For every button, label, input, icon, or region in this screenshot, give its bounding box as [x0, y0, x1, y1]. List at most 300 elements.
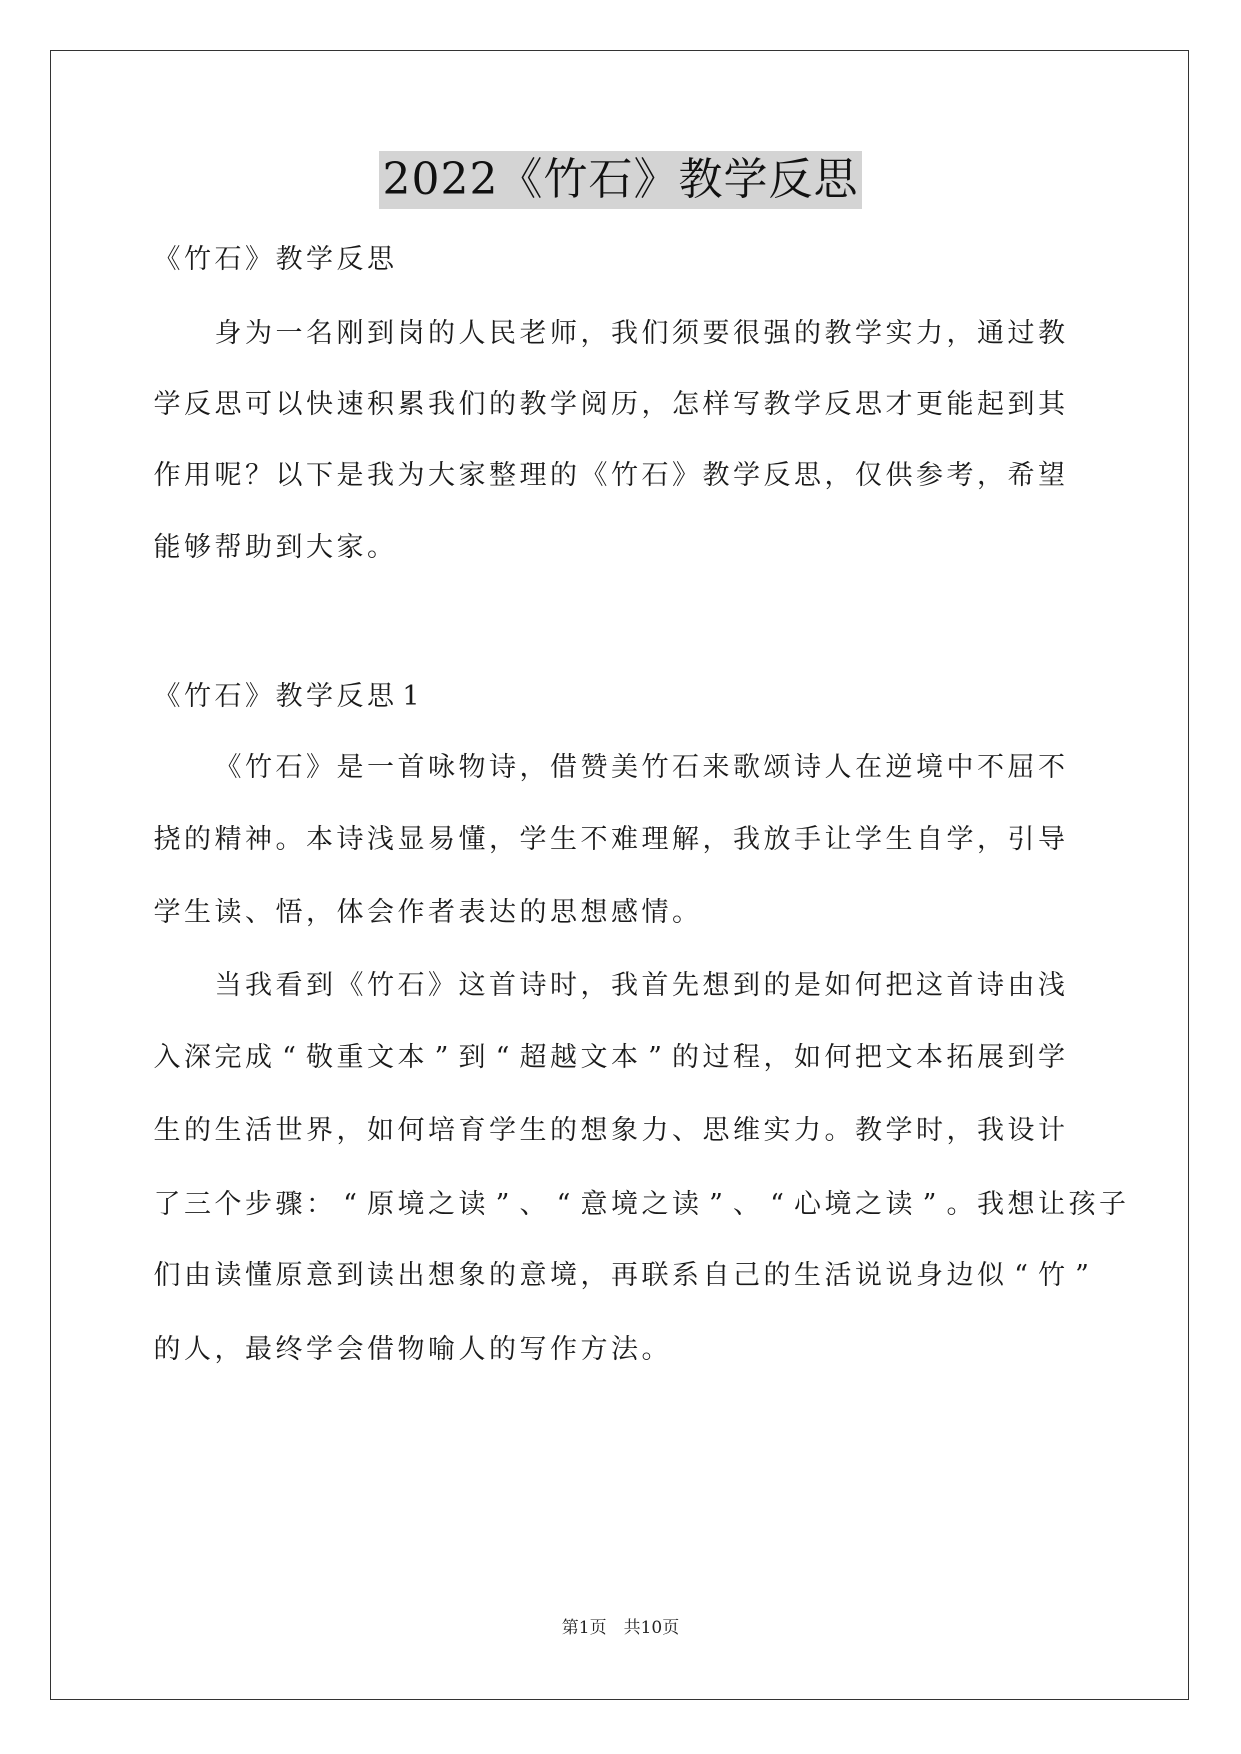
text-char: 在 [855, 752, 882, 783]
text-char: 越 [550, 1042, 577, 1073]
text-char: 理 [641, 824, 669, 855]
text-char: 解 [672, 824, 699, 855]
text-char: 文 [367, 1042, 394, 1073]
text-char: 竹 [611, 460, 638, 491]
text-char: 竹 [245, 752, 272, 783]
text-char: ， [336, 1115, 364, 1146]
text-char: 身 [916, 1260, 943, 1291]
text-char: 三 [184, 1189, 211, 1220]
text-char: 通 [977, 318, 1004, 349]
text-char: 赞 [580, 752, 608, 783]
text-char: 》 [672, 460, 699, 491]
text-char: 再 [611, 1260, 638, 1291]
text-char: 超 [519, 1042, 547, 1073]
text-char: “ [343, 1189, 357, 1220]
text-char: 诗 [489, 752, 516, 783]
text-char: 反 [763, 460, 791, 491]
text-char: 的 [550, 1115, 577, 1146]
text-char: ， [702, 824, 730, 855]
text-char: 个 [214, 1189, 242, 1220]
text-char: 情 [641, 897, 669, 928]
text-char: 反 [184, 389, 211, 420]
text-char: 帮 [214, 532, 242, 563]
text-char: 《 [214, 752, 242, 783]
text-char: 生 [184, 897, 211, 928]
text-char: 快 [306, 389, 333, 420]
text-char: 想 [580, 897, 608, 928]
text-char: 石 [672, 752, 699, 783]
text-char: 借 [550, 752, 577, 783]
text-char: 生 [519, 1115, 547, 1146]
text-char: 思 [367, 244, 394, 275]
text-char: 的 [550, 460, 577, 491]
text-char: 写 [733, 389, 760, 420]
text-char [182, 314, 214, 354]
text-char: 育 [458, 1115, 486, 1146]
text-char: 石 [275, 752, 303, 783]
text-char: 要 [702, 318, 730, 349]
text-line [152, 240, 1092, 280]
text-char: 学 [733, 460, 760, 491]
text-char: 学 [306, 1334, 333, 1365]
text-char: 放 [763, 824, 791, 855]
text-char: 象 [458, 1260, 486, 1291]
text-char: 到 [458, 1042, 486, 1073]
text-char: 培 [428, 1115, 455, 1146]
text-char: 物 [397, 1334, 425, 1365]
text-char: 生 [153, 1115, 181, 1146]
text-char: 家 [458, 460, 486, 491]
text-char: 考 [946, 460, 974, 491]
text-char: 由 [1007, 970, 1035, 1001]
text-char: 我 [977, 1115, 1004, 1146]
text-char: 如 [824, 970, 852, 1001]
text-char: 维 [733, 1115, 760, 1146]
text-char: 石 [397, 970, 425, 1001]
text-char: 到 [336, 1260, 364, 1291]
text-char: 物 [458, 752, 486, 783]
text-char: 的 [672, 1042, 699, 1073]
text-char: 由 [184, 1260, 211, 1291]
text-char: 助 [245, 532, 272, 563]
text-char: 其 [1038, 389, 1065, 420]
text-char: 境 [611, 1189, 638, 1220]
text-char: ” [1075, 1260, 1089, 1291]
text-char: 作 [550, 1334, 577, 1365]
text-char: 到 [1007, 389, 1035, 420]
text-char: 来 [702, 752, 730, 783]
text-char: 把 [885, 970, 913, 1001]
text-char: 表 [458, 897, 486, 928]
text-char: 学 [885, 1115, 913, 1146]
text-char: 为 [245, 318, 272, 349]
text-char: 强 [763, 318, 791, 349]
text-char: 让 [824, 824, 852, 855]
text-char: “ [495, 1042, 510, 1073]
text-char: 读 [214, 1260, 242, 1291]
text-char: 竹 [641, 752, 669, 783]
text-char: 须 [672, 318, 699, 349]
text-char: 学 [550, 389, 577, 420]
text-char: 如 [367, 1115, 394, 1146]
text-char: 学 [489, 1115, 516, 1146]
text-char: 我 [245, 970, 272, 1001]
text-char: 作 [397, 897, 425, 928]
text-char: 达 [489, 897, 516, 928]
text-char: 学 [946, 824, 974, 855]
text-char: 教 [855, 1115, 882, 1146]
text-char: 导 [1038, 824, 1065, 855]
text-char: 的 [794, 318, 821, 349]
text-char: 法 [611, 1334, 638, 1365]
text-char: 了 [153, 1189, 181, 1220]
text-char: 用 [184, 460, 211, 491]
text-char: 速 [336, 389, 364, 420]
text-char: 能 [946, 389, 974, 420]
text-char: 活 [824, 1260, 852, 1291]
text-char: ” [495, 1189, 510, 1220]
text-char: 咏 [428, 752, 455, 783]
text-line [152, 528, 1092, 568]
text-char: ， [641, 389, 669, 420]
text-char: 诗 [977, 970, 1004, 1001]
text-char: 积 [367, 389, 394, 420]
text-char: 教 [519, 389, 547, 420]
text-char: 大 [306, 532, 333, 563]
text-char: 以 [275, 389, 303, 420]
text-char: 把 [855, 1042, 882, 1073]
text-char: 者 [428, 897, 455, 928]
text-char: 活 [245, 1115, 272, 1146]
text-char [182, 748, 214, 788]
text-char: 学 [1038, 1042, 1065, 1073]
text-char: 、 [733, 1189, 760, 1220]
text-line [152, 385, 1092, 425]
text-char: 想 [1007, 1189, 1035, 1220]
text-char: ” [648, 1042, 662, 1073]
text-char: 思 [794, 460, 821, 491]
text-char: “ [770, 1189, 784, 1220]
document-title: 2022《竹石》教学反思 [379, 151, 863, 209]
text-char: 设 [1007, 1115, 1035, 1146]
text-char: 实 [885, 318, 913, 349]
text-char: 挠 [153, 824, 181, 855]
text-char: 老 [519, 318, 547, 349]
text-line [152, 1038, 1092, 1078]
text-char: 诗 [794, 752, 821, 783]
text-char: 看 [275, 970, 303, 1001]
text-char: 力 [794, 1115, 821, 1146]
text-char: 反 [336, 681, 364, 712]
text-char: 到 [306, 970, 333, 1001]
text-char: 人 [458, 318, 486, 349]
text-char: 实 [763, 1115, 791, 1146]
text-char: 己 [733, 1260, 760, 1291]
text-char: 诗 [519, 970, 547, 1001]
text-char: 读 [672, 1189, 699, 1220]
text-char: 《 [153, 681, 181, 712]
text-char: 会 [367, 897, 394, 928]
text-char: 阅 [580, 389, 608, 420]
text-char: 学 [306, 681, 333, 712]
text-char: ， [977, 460, 1004, 491]
text-char: 读 [458, 1189, 486, 1220]
text-char: 、 [245, 897, 272, 928]
text-char: 界 [306, 1115, 333, 1146]
text-char: 美 [611, 752, 638, 783]
text-char: 似 [977, 1260, 1004, 1291]
text-char: 神 [245, 824, 272, 855]
text-char: 懂 [245, 1260, 272, 1291]
text-char: 、 [672, 1115, 699, 1146]
text-char: 浅 [367, 824, 394, 855]
text-char: 一 [367, 752, 394, 783]
text-char: 竹 [184, 244, 211, 275]
text-char: 作 [153, 460, 181, 491]
text-char: ， [519, 752, 547, 783]
text-char: 世 [275, 1115, 303, 1146]
text-char: 《 [153, 244, 181, 275]
text-char: 参 [916, 460, 943, 491]
text-char: 。 [275, 824, 303, 855]
text-char: 本 [397, 1042, 425, 1073]
text-char: 读 [885, 1189, 913, 1220]
text-char: 拓 [946, 1042, 974, 1073]
text-char: 生 [214, 1115, 242, 1146]
text-char: 不 [1038, 752, 1065, 783]
text-char: 首 [397, 752, 425, 783]
text-char: 当 [214, 970, 242, 1001]
text-char: 颂 [763, 752, 791, 783]
text-char: 感 [611, 897, 638, 928]
text-char: 之 [855, 1189, 882, 1220]
text-char: 引 [1007, 824, 1035, 855]
text-char: 本 [306, 824, 333, 855]
text-char: 我 [611, 970, 638, 1001]
text-char: 《 [336, 970, 364, 1001]
text-char: 学 [855, 824, 882, 855]
text-char: 思 [367, 681, 394, 712]
text-char: 》 [428, 970, 455, 1001]
text-char: 我 [733, 824, 760, 855]
text-char: 边 [946, 1260, 974, 1291]
text-char: 深 [184, 1042, 211, 1073]
text-char: 过 [702, 1042, 730, 1073]
text-char: 思 [214, 389, 242, 420]
text-char: 逆 [885, 752, 913, 783]
text-char: ” [434, 1042, 449, 1073]
text-char: 说 [855, 1260, 882, 1291]
text-char: 竹 [184, 681, 211, 712]
text-char: 首 [641, 970, 669, 1001]
text-char: 不 [977, 752, 1004, 783]
text-char [151, 748, 183, 788]
text-char: 借 [367, 1334, 394, 1365]
text-char: 本 [611, 1042, 638, 1073]
text-char: 的 [184, 824, 211, 855]
text-char: 如 [794, 1042, 821, 1073]
text-char: 身 [214, 318, 242, 349]
text-char: ， [977, 824, 1004, 855]
text-char: 敬 [306, 1042, 333, 1073]
text-char: 下 [306, 460, 333, 491]
text-char: 学 [794, 389, 821, 420]
text-char: 家 [336, 532, 364, 563]
text-char: 很 [733, 318, 760, 349]
text-char: ， [580, 970, 608, 1001]
text-char: 历 [611, 389, 638, 420]
text-char: 到 [1007, 1042, 1035, 1073]
text-char: 展 [977, 1042, 1004, 1073]
text-char: 一 [275, 318, 303, 349]
text-char: 们 [458, 389, 486, 420]
text-char: 境 [550, 1260, 577, 1291]
text-char: 1 [402, 681, 420, 712]
text-char: 意 [519, 1260, 547, 1291]
text-char: 累 [397, 389, 425, 420]
text-char: 成 [245, 1042, 272, 1073]
text-char: 思 [702, 1115, 730, 1146]
text-char: 系 [672, 1260, 699, 1291]
text-char: 方 [580, 1334, 608, 1365]
text-char: 我 [367, 460, 394, 491]
text-char: 步 [245, 1189, 272, 1220]
text-char: 重 [336, 1042, 364, 1073]
text-char: 说 [885, 1260, 913, 1291]
text-char: 诗 [336, 824, 364, 855]
text-char: 原 [275, 1260, 303, 1291]
text-char: 意 [306, 1260, 333, 1291]
text-char: 更 [916, 389, 943, 420]
text-char: 是 [794, 970, 821, 1001]
text-char: ， [306, 897, 333, 928]
text-char: 想 [702, 970, 730, 1001]
text-char: 的 [489, 1260, 516, 1291]
text-char: 为 [397, 460, 425, 491]
text-line [152, 748, 1092, 788]
text-char: 学 [519, 824, 547, 855]
text-char: 教 [275, 681, 303, 712]
text-char: 力 [916, 318, 943, 349]
text-char: 显 [397, 824, 425, 855]
text-char: 岗 [397, 318, 425, 349]
text-char: ， [946, 1115, 974, 1146]
text-line [152, 1111, 1092, 1151]
text-char: 这 [916, 970, 943, 1001]
text-char: 境 [397, 1189, 425, 1220]
text-char: ” [709, 1189, 723, 1220]
text-char: 读 [367, 1260, 394, 1291]
text-char: 。 [672, 897, 699, 928]
text-char: 名 [306, 318, 333, 349]
text-char: 入 [153, 1042, 181, 1073]
text-char [182, 966, 214, 1006]
text-line [152, 314, 1092, 354]
page-footer: 第1页 共10页 [561, 1618, 680, 1638]
text-char: 》 [306, 752, 333, 783]
text-char: 的 [763, 1260, 791, 1291]
text-char: 本 [916, 1042, 943, 1073]
text-line [152, 1256, 1092, 1296]
text-char: 。 [641, 1334, 669, 1365]
text-char: 呢 [214, 460, 242, 491]
text-line [152, 893, 1092, 933]
text-char: 之 [428, 1189, 455, 1220]
text-line [152, 677, 1092, 717]
text-char: 的 [489, 389, 516, 420]
text-char: 这 [458, 970, 486, 1001]
text-char: 程 [733, 1042, 760, 1073]
text-char: 先 [672, 970, 699, 1001]
text-char: 读 [214, 897, 242, 928]
text-char: 易 [428, 824, 455, 855]
text-char: 生 [794, 1260, 821, 1291]
text-char: ： [306, 1189, 333, 1220]
text-char: 会 [336, 1334, 364, 1365]
text-char: 意 [580, 1189, 608, 1220]
text-char: 首 [946, 970, 974, 1001]
text-char: 子 [1099, 1189, 1126, 1220]
text-char: 时 [916, 1115, 943, 1146]
text-char: 思 [855, 389, 882, 420]
text-char: 过 [1007, 318, 1035, 349]
text-char: 完 [214, 1042, 242, 1073]
text-char: 手 [794, 824, 821, 855]
text-char: ， [946, 318, 974, 349]
text-char: 反 [336, 244, 364, 275]
text-line [152, 456, 1092, 496]
text-char: 的 [763, 970, 791, 1001]
text-char: 民 [489, 318, 516, 349]
text-char: 反 [824, 389, 852, 420]
text-char: 人 [184, 1334, 211, 1365]
text-char: 人 [824, 752, 852, 783]
text-char: 学 [153, 389, 181, 420]
text-char: ， [489, 824, 516, 855]
text-char: 中 [946, 752, 974, 783]
text-line [152, 1185, 1126, 1225]
text-char: 》 [245, 681, 272, 712]
text-char: 不 [580, 824, 608, 855]
text-char: 石 [641, 460, 669, 491]
text-char: 以 [275, 460, 303, 491]
text-char: 之 [641, 1189, 669, 1220]
text-char: 的 [184, 1115, 211, 1146]
text-char: 学 [306, 244, 333, 275]
text-char: 仅 [855, 460, 882, 491]
text-char: 歌 [733, 752, 760, 783]
text-char: 是 [336, 752, 364, 783]
text-char: 是 [336, 460, 364, 491]
text-char: 供 [885, 460, 913, 491]
text-char: 文 [885, 1042, 913, 1073]
text-char: 的 [519, 897, 547, 928]
text-line [152, 966, 1092, 1006]
text-char: ， [763, 1042, 791, 1073]
text-char: 自 [702, 1260, 730, 1291]
text-char: 怎 [672, 389, 699, 420]
text-char: 自 [916, 824, 943, 855]
text-char: 起 [977, 389, 1004, 420]
text-char: 石 [214, 244, 242, 275]
text-char: ， [824, 460, 852, 491]
text-char: 够 [184, 532, 211, 563]
text-char: ， [580, 1260, 608, 1291]
text-char: 刚 [336, 318, 364, 349]
text-char: 想 [428, 1260, 455, 1291]
text-char: 原 [367, 1189, 394, 1220]
text-char: 生 [550, 824, 577, 855]
